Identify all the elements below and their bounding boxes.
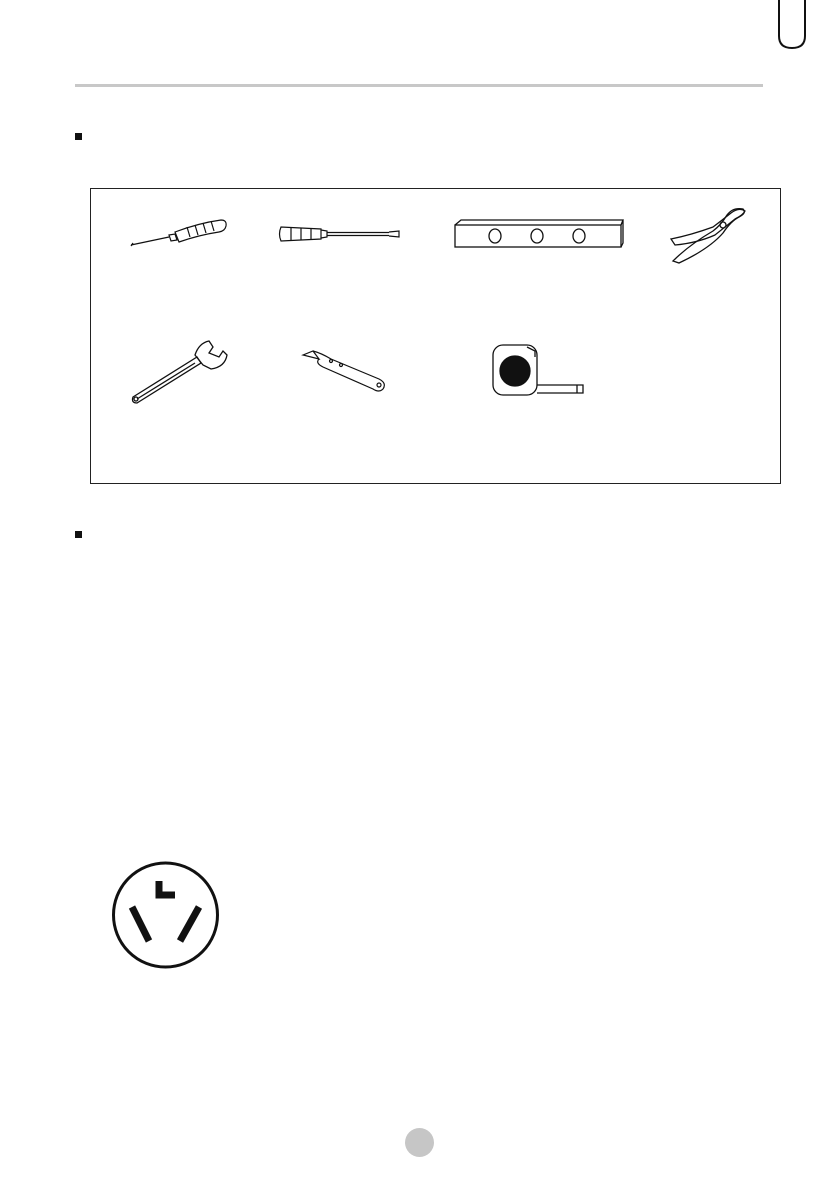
page-number: [405, 1128, 434, 1157]
tools-panel: [90, 188, 781, 484]
adjustable-wrench-icon: [129, 339, 229, 405]
level-icon: [453, 219, 625, 249]
page-tab-mark: [778, 0, 806, 49]
small-screwdriver-icon: [129, 217, 229, 251]
flat-screwdriver-icon: [277, 221, 403, 247]
section-bullet-tools: [75, 133, 82, 140]
utility-knife-icon: [301, 349, 389, 393]
section-bullet-electrical: [75, 531, 82, 538]
power-outlet-icon: [108, 861, 223, 969]
tape-measure-icon: [491, 343, 587, 399]
pliers-icon: [669, 205, 749, 265]
header-rule: [75, 84, 763, 87]
